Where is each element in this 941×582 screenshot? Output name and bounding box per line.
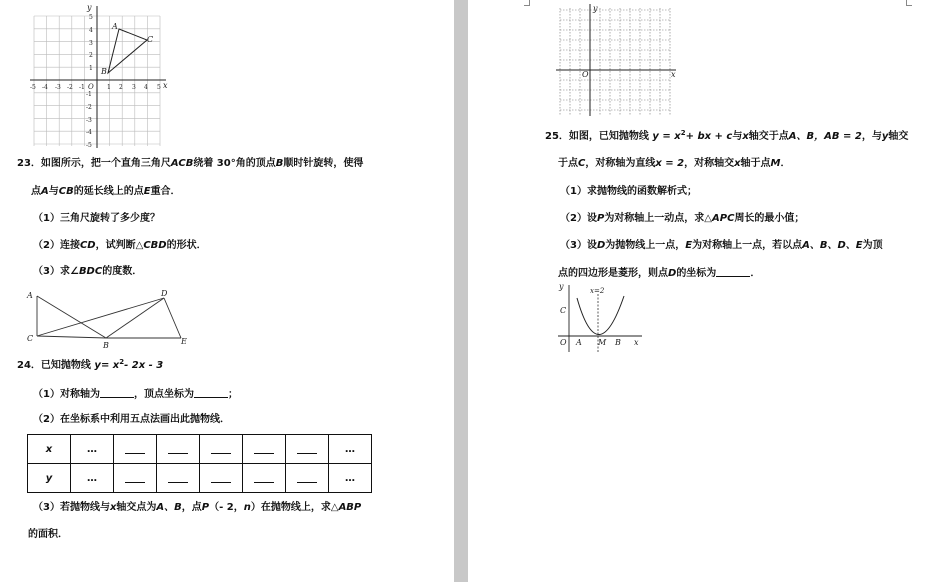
cell-ellipsis: … bbox=[71, 435, 114, 464]
y-axis-label: y bbox=[87, 3, 92, 12]
axis-answer-blank[interactable] bbox=[100, 388, 134, 398]
q24-eq-mid: = x bbox=[100, 360, 120, 371]
cell-blank[interactable] bbox=[200, 464, 243, 493]
row-header-x: x bbox=[28, 435, 71, 464]
page-corner-mark bbox=[906, 0, 912, 6]
q23-part2-b: ，试判断△ bbox=[95, 240, 144, 251]
var-b: B bbox=[275, 158, 284, 169]
tri-label-d: D bbox=[161, 289, 168, 298]
var-c: C bbox=[578, 158, 586, 169]
var-y: y bbox=[881, 131, 889, 142]
q25-line2-a: 于点 bbox=[558, 158, 578, 169]
point-c-label: C bbox=[147, 35, 154, 44]
q24-part3-a: （3）若抛物线与 bbox=[33, 502, 110, 513]
cell-blank[interactable] bbox=[286, 435, 329, 464]
var-p: P bbox=[596, 213, 605, 224]
tri-label-b: B bbox=[103, 341, 109, 350]
q25-part2 bbox=[560, 213, 804, 225]
fig-a-label: A bbox=[576, 338, 582, 347]
fig-symmetry-label: x=2 bbox=[590, 287, 605, 295]
q24-stem: 已知抛物线 bbox=[40, 360, 91, 371]
var-cb: CB bbox=[58, 186, 74, 197]
q23-part3 bbox=[33, 266, 142, 278]
five-point-table bbox=[27, 434, 372, 493]
q25-number: 25． bbox=[545, 131, 569, 142]
q23-line1 bbox=[17, 158, 363, 170]
q24-part3-e: ）在抛物线上，求△ bbox=[250, 502, 339, 513]
q24-number: 24． bbox=[17, 360, 41, 371]
parabola-curve bbox=[577, 296, 624, 335]
var-x3: x bbox=[734, 158, 741, 169]
q23-line2-c: 的延长线上的点 bbox=[73, 186, 144, 197]
dashed-x-label: x bbox=[671, 70, 676, 79]
q23-line2-a: 点 bbox=[31, 186, 41, 197]
cell-blank[interactable] bbox=[200, 435, 243, 464]
row-header-y: y bbox=[28, 464, 71, 493]
var-apc: APC bbox=[712, 213, 735, 224]
cell-blank[interactable] bbox=[243, 464, 286, 493]
q25-part3-a: （3）设 bbox=[560, 240, 597, 251]
x-tick: 2 bbox=[119, 84, 123, 91]
right-page bbox=[468, 0, 941, 582]
var-e: E bbox=[143, 186, 151, 197]
var-m: M bbox=[770, 158, 781, 169]
cell-blank[interactable] bbox=[243, 435, 286, 464]
q25-stem-d: ，与 bbox=[861, 131, 882, 142]
cell-blank[interactable] bbox=[114, 435, 157, 464]
q24-part2: （2）在坐标系中利用五点法画出此抛物线． bbox=[33, 414, 230, 425]
cell-blank[interactable] bbox=[157, 464, 200, 493]
q25-line2-d: 轴于点 bbox=[740, 158, 771, 169]
tri-label-e: E bbox=[181, 337, 187, 346]
q25-eq: y = x bbox=[652, 131, 681, 142]
var-d2: D bbox=[668, 268, 677, 279]
q24-part1 bbox=[33, 388, 238, 401]
vertex-answer-blank[interactable] bbox=[194, 388, 228, 398]
y-tick: 2 bbox=[89, 52, 93, 59]
q23-part2-a: （2）连接 bbox=[33, 240, 80, 251]
q25-line4 bbox=[558, 267, 760, 280]
q23-line2-d: 重合． bbox=[150, 186, 181, 197]
x-tick: 5 bbox=[157, 84, 161, 91]
var-n: n bbox=[243, 502, 251, 513]
q25-line2-c: ，对称轴交 bbox=[684, 158, 735, 169]
table-row-x bbox=[28, 435, 372, 464]
rotated-triangle-figure bbox=[24, 288, 196, 350]
x-tick: -2 bbox=[67, 84, 73, 91]
fig-y-label: y bbox=[559, 282, 564, 291]
var-a: A bbox=[41, 186, 49, 197]
cell-ellipsis: … bbox=[71, 464, 114, 493]
table-row-y bbox=[28, 464, 372, 493]
q25-stem-c: 轴交于点 bbox=[748, 131, 789, 142]
var-cd: CD bbox=[79, 240, 96, 251]
cell-blank[interactable] bbox=[157, 435, 200, 464]
dashed-origin-label: O bbox=[582, 70, 589, 79]
y-tick: 4 bbox=[89, 27, 93, 34]
q25-stem-a: 如图，已知抛物线 bbox=[568, 131, 649, 142]
q25-part2-b: 为对称轴上一动点，求△ bbox=[604, 213, 713, 224]
y-tick: -4 bbox=[86, 129, 92, 136]
q23-part2 bbox=[33, 240, 207, 252]
q24-part3-end: 的面积． bbox=[28, 529, 68, 540]
fig-x-label: x bbox=[634, 338, 639, 347]
fig-c-label: C bbox=[560, 306, 567, 315]
x-tick: -3 bbox=[55, 84, 61, 91]
q24-part1-c: ； bbox=[227, 389, 238, 400]
q25-part1: （1）求抛物线的函数解析式； bbox=[560, 186, 697, 197]
cell-blank[interactable] bbox=[114, 464, 157, 493]
q25-part3-c: 为对称轴上一点，若以点 bbox=[692, 240, 803, 251]
q23-stem-a: 如图所示，把一个直角三角尺 bbox=[40, 158, 171, 169]
var-ab: A、B bbox=[156, 502, 182, 513]
q23-part3-b: 的度数． bbox=[102, 266, 143, 277]
q24-part1-b: ，顶点坐标为 bbox=[133, 389, 194, 400]
tri-label-c: C bbox=[27, 334, 34, 343]
q24-eq-exp: 2 bbox=[119, 358, 125, 366]
var-x2: x = 2 bbox=[655, 158, 685, 169]
coordinate-grid-figure bbox=[28, 2, 168, 148]
q24-eq-lhs: y bbox=[94, 360, 101, 371]
var-d: D bbox=[596, 240, 606, 251]
y-tick: 1 bbox=[89, 65, 93, 72]
q23-part1: （1）三角尺旋转了多少度？ bbox=[33, 213, 160, 224]
q25-part2-a: （2）设 bbox=[560, 213, 597, 224]
q24-line1 bbox=[17, 360, 163, 372]
q25-line4-b: 的坐标为 bbox=[676, 268, 717, 279]
x-tick: -4 bbox=[42, 84, 48, 91]
page-gutter bbox=[454, 0, 468, 582]
q25-line2-e: ． bbox=[780, 158, 791, 169]
q25-line4-a: 点的四边形是菱形，则点 bbox=[558, 268, 668, 279]
q25-line4-c: ． bbox=[750, 268, 761, 279]
cell-ellipsis: … bbox=[329, 464, 372, 493]
q25-part3-d: 为顶 bbox=[862, 240, 883, 251]
var-p: P bbox=[201, 502, 210, 513]
d-coordinate-answer-blank[interactable] bbox=[716, 267, 750, 277]
var-bdc: BDC bbox=[78, 266, 103, 277]
q25-part3-b: 为抛物线上一点， bbox=[605, 240, 686, 251]
q23-number: 23． bbox=[17, 158, 41, 169]
var-e: E bbox=[685, 240, 693, 251]
q23-part3-a: （3）求∠ bbox=[33, 266, 79, 277]
q25-part3 bbox=[560, 240, 883, 252]
q25-line2 bbox=[558, 158, 791, 170]
cell-ellipsis: … bbox=[329, 435, 372, 464]
tri-label-a: A bbox=[27, 291, 33, 300]
q23-stem-c: 顺时针旋转，使得 bbox=[283, 158, 364, 169]
q24-part1-a: （1）对称轴为 bbox=[33, 389, 100, 400]
point-b-label: B bbox=[101, 67, 107, 76]
x-tick: -5 bbox=[30, 84, 36, 91]
x-tick-labels bbox=[30, 84, 161, 91]
y-tick: -5 bbox=[86, 142, 92, 149]
left-page bbox=[0, 0, 454, 582]
var-x: x bbox=[742, 131, 749, 142]
triangle-abc bbox=[108, 29, 147, 73]
q23-line2-b: 与 bbox=[48, 186, 59, 197]
dashed-grid-figure bbox=[554, 4, 680, 118]
y-tick: -1 bbox=[86, 91, 92, 98]
q24-part3-c: ，点 bbox=[181, 502, 202, 513]
fig-o-label: O bbox=[560, 338, 567, 347]
x-axis-label: x bbox=[163, 81, 168, 90]
x-tick: 1 bbox=[107, 84, 111, 91]
var-acb: ACB bbox=[170, 158, 194, 169]
cell-blank[interactable] bbox=[286, 464, 329, 493]
point-a-label: A bbox=[112, 22, 118, 31]
q25-stem-e: 轴交 bbox=[888, 131, 909, 142]
page-corner-mark bbox=[524, 0, 530, 6]
q25-line2-b: ，对称轴为直线 bbox=[585, 158, 656, 169]
y-tick: 3 bbox=[89, 40, 93, 47]
origin-label: O bbox=[88, 83, 94, 91]
q25-line1 bbox=[545, 131, 908, 143]
y-tick: 5 bbox=[89, 14, 93, 21]
q24-part3-d: （- 2， bbox=[209, 502, 244, 513]
q25-eq-exp: 2 bbox=[680, 129, 686, 137]
fig-b-label: B bbox=[615, 338, 621, 347]
var-abp: ABP bbox=[338, 502, 362, 513]
y-tick-labels bbox=[86, 14, 93, 149]
parabola-figure bbox=[556, 282, 646, 354]
q24-part3-b: 轴交点为 bbox=[116, 502, 157, 513]
q25-part2-c: 周长的最小值； bbox=[734, 213, 805, 224]
q23-line2 bbox=[31, 186, 181, 198]
y-tick: -2 bbox=[86, 104, 92, 111]
var-ab: A、B，AB = 2 bbox=[788, 131, 862, 142]
x-tick: 4 bbox=[144, 84, 148, 91]
x-tick: 3 bbox=[132, 84, 136, 91]
q24-part3 bbox=[33, 502, 361, 514]
q24-eq-rest: - 2x - 3 bbox=[124, 360, 164, 371]
q25-stem-b: 与 bbox=[732, 131, 743, 142]
y-tick: -3 bbox=[86, 117, 92, 124]
q23-stem-b: 绕着 30°角的顶点 bbox=[193, 158, 276, 169]
x-tick: -1 bbox=[79, 84, 85, 91]
q23-part2-c: 的形状． bbox=[166, 240, 207, 251]
q25-eq-rest: + bx + c bbox=[685, 131, 733, 142]
var-x: x bbox=[109, 502, 117, 513]
var-cbd: CBD bbox=[143, 240, 167, 251]
dashed-y-label: y bbox=[593, 4, 598, 13]
fig-m-label: M bbox=[598, 338, 607, 347]
var-abde: A、B、D、E bbox=[802, 240, 863, 251]
